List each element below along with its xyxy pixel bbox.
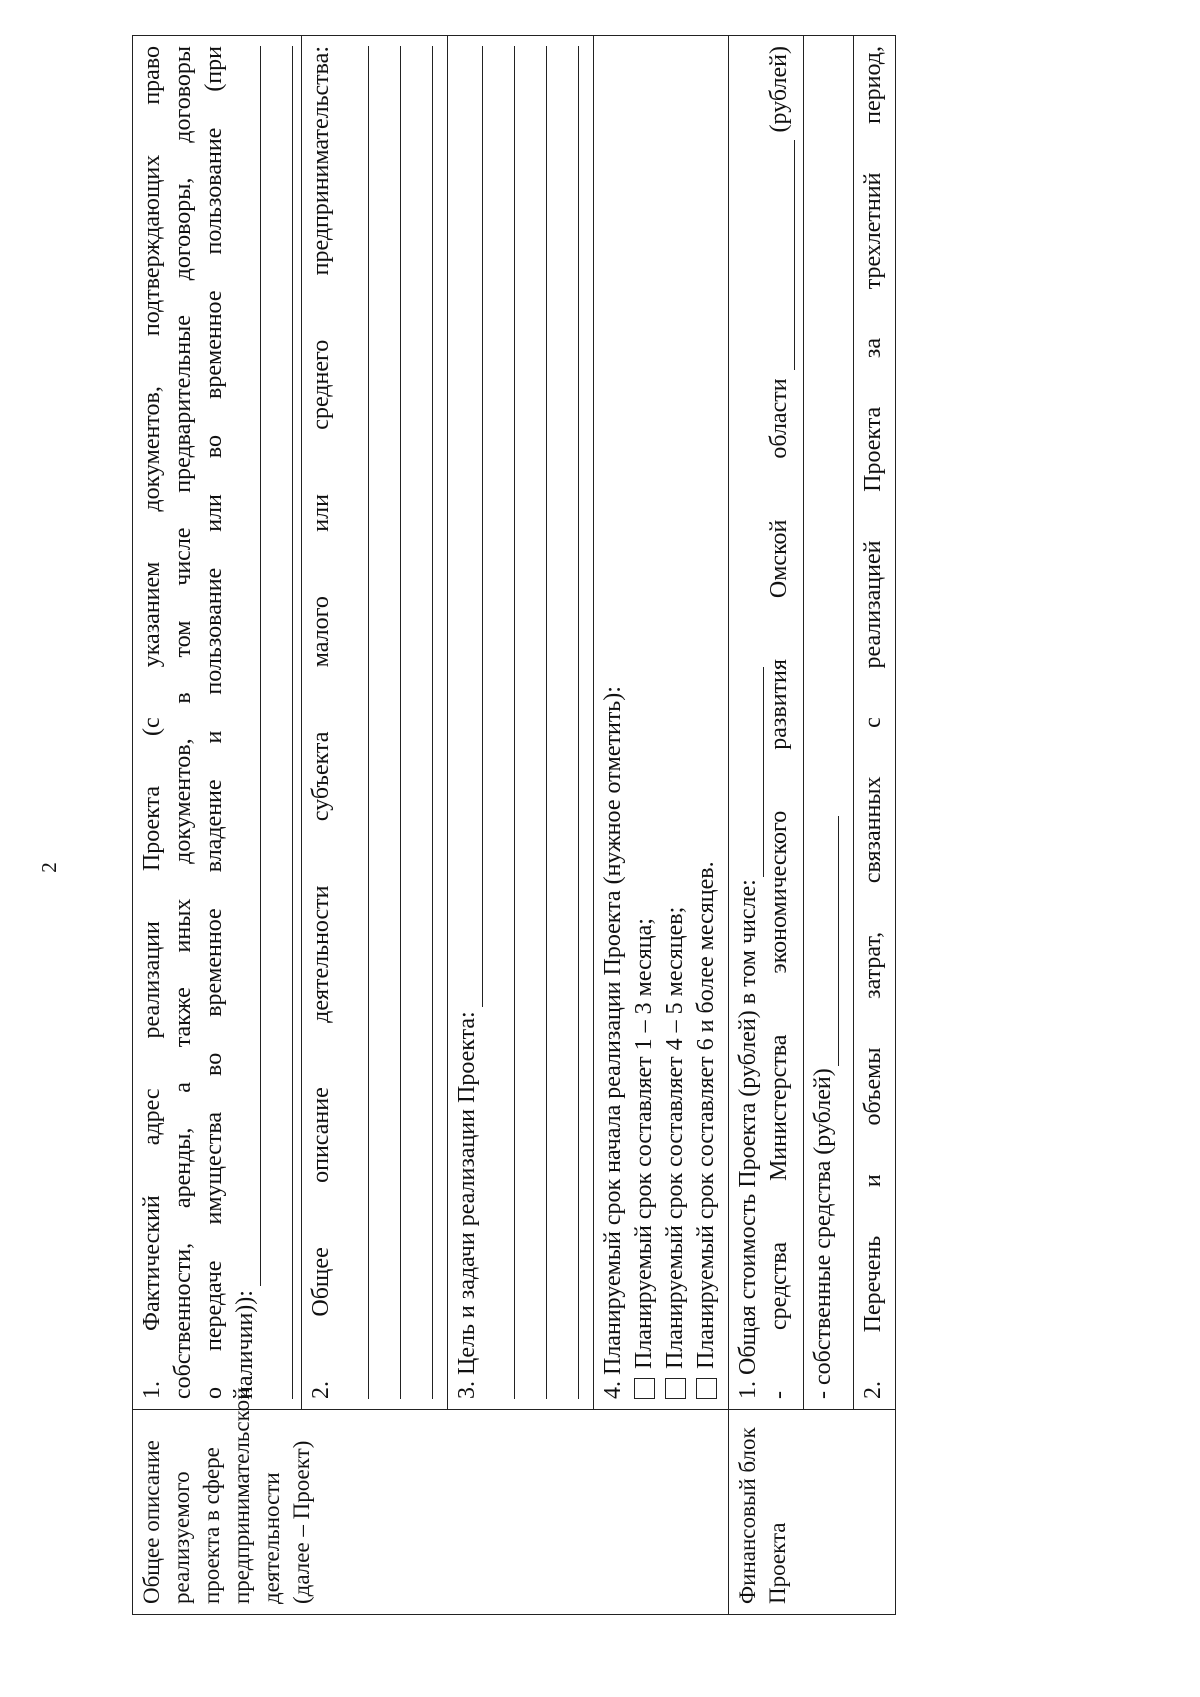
own-funds-label: - собственные средства (рублей) [810, 1068, 836, 1399]
item-goals-label: 3. Цель и задачи реализации Проекта: [454, 1011, 480, 1399]
term-option-label: Планируемый срок составляет 4 – 5 месяцев; [662, 906, 688, 1369]
address-input-line[interactable] [238, 46, 261, 1286]
term-option-label: Планируемый срок составляет 1 – 3 месяца; [631, 918, 657, 1369]
item-address [133, 46, 301, 1399]
activity-input-line[interactable] [401, 46, 433, 1399]
general-section-content [133, 36, 729, 1410]
address-input-line[interactable] [261, 46, 293, 1399]
item-address-line: собственности, аренды, а также иных документов, в том числе предварительные договоры, договоры [170, 46, 196, 1399]
item-total-cost-line [733, 46, 764, 1399]
item-total-cost-label: 1. Общая стоимость Проекта (рублей) в том числе: [735, 879, 761, 1399]
item-address-last-label: наличии)): [232, 1290, 258, 1399]
application-form-table [132, 35, 896, 1615]
item-activity [301, 36, 447, 1409]
item-own-funds [803, 36, 853, 1409]
item-expenses [853, 36, 895, 1409]
item-start-term-label: 4. Планируемый срок начала реализации Проекта (нужное отметить): [600, 686, 626, 1399]
item-start-term [593, 36, 728, 1409]
finance-section-content [729, 36, 896, 1410]
item-own-funds-line [808, 46, 839, 1399]
activity-input-line[interactable] [369, 46, 401, 1399]
general-section-label: Общее описание реализуемого проекта в сфере предпринимательской деятельности (далее – Проект) [133, 1410, 729, 1615]
term-checkbox[interactable] [696, 1378, 717, 1399]
ministry-funds-input[interactable] [772, 140, 795, 370]
term-option-label: Планируемый срок составляет 6 и более месяцев. [693, 861, 719, 1369]
term-option [629, 46, 660, 1399]
item-address-line: 1. Фактический адрес реализации Проекта (с указанием документов, подтверждающих право [139, 46, 165, 1399]
form-sheet [132, 35, 1200, 1615]
activity-input-line[interactable] [337, 46, 369, 1399]
goals-input-line[interactable] [483, 46, 515, 1399]
finance-section-row [729, 36, 896, 1615]
term-checkbox[interactable] [634, 1378, 655, 1399]
general-section-row [133, 36, 729, 1615]
term-option [691, 46, 722, 1399]
ministry-funds-unit: (рублей) [766, 46, 792, 133]
item-goals-first-line [452, 46, 483, 1399]
page-number: 2 [36, 862, 61, 873]
item-ministry-funds-line [764, 46, 795, 1399]
goals-input-line[interactable] [547, 46, 579, 1399]
own-funds-input[interactable] [816, 816, 839, 1066]
finance-section-label: Финансовый блок Проекта [729, 1410, 896, 1615]
item-goals [447, 36, 593, 1409]
term-option [660, 46, 691, 1399]
term-checkbox[interactable] [665, 1378, 686, 1399]
ministry-funds-label: - средства Министерства экономического развития Омской области [766, 378, 792, 1399]
item-address-line: о передаче имущества во временное владение и пользование или во временное пользование (при [201, 46, 227, 1399]
total-cost-input[interactable] [741, 667, 764, 877]
item-total-cost [729, 46, 803, 1399]
goals-input-line[interactable] [515, 46, 547, 1399]
item-address-last-line [230, 46, 261, 1399]
item-activity-label: 2. Общее описание деятельности субъекта малого или среднего предпринимательства: [308, 46, 334, 1399]
item-expenses-label: 2. Перечень и объемы затрат, связанных с реализацией Проекта за трехлетний период, [860, 46, 886, 1399]
goals-input-line[interactable] [460, 46, 483, 1007]
